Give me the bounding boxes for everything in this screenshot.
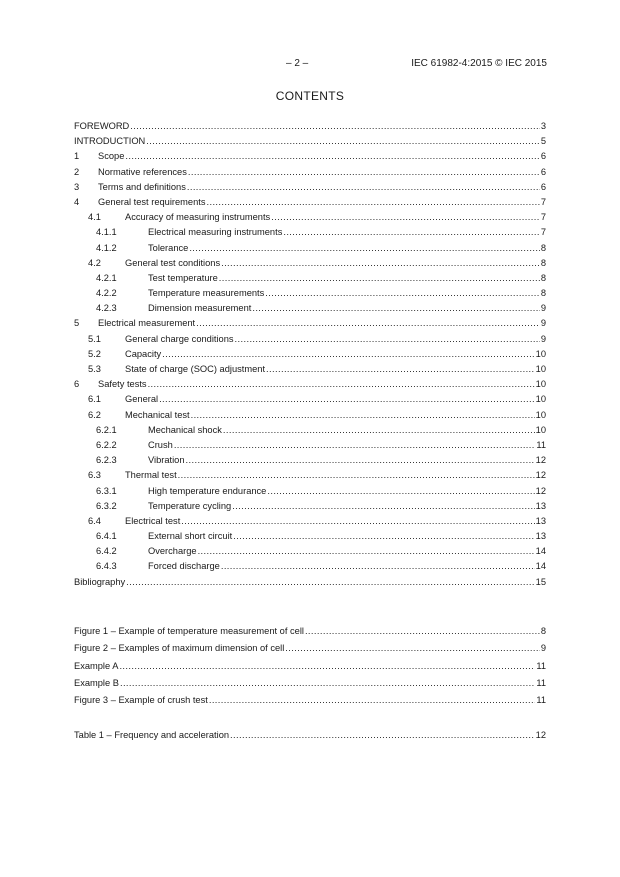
toc-entry-page: 9 <box>540 333 546 344</box>
toc-entry-number: 6.2.3 <box>96 455 117 466</box>
toc-entry-title: Example B <box>74 677 119 688</box>
toc-entry-page: 13 <box>535 531 546 542</box>
toc-entry[interactable] <box>74 167 546 182</box>
toc-entry-title: Electrical measurement <box>98 318 196 329</box>
toc-entry-number: 4.1.1 <box>96 227 117 238</box>
toc-entry-title: Safety tests <box>98 379 147 390</box>
toc-entry-page: 12 <box>535 485 546 496</box>
toc-entry-title: General <box>125 394 159 405</box>
toc-entry-title: Temperature cycling <box>148 500 232 511</box>
toc-entry-page: 11 <box>536 677 546 688</box>
toc-entry-title: Terms and definitions <box>98 181 186 192</box>
toc-entry-number: 6.3.1 <box>96 485 117 496</box>
toc-entry[interactable] <box>74 577 546 592</box>
toc-entry-number: 6.1 <box>88 394 101 405</box>
toc-entry-page: 13 <box>535 515 546 526</box>
dot-leader <box>267 486 534 496</box>
toc-entry[interactable] <box>74 730 546 747</box>
toc-entry-number: 4.2.3 <box>96 303 117 314</box>
toc-entry-page: 10 <box>535 364 546 374</box>
toc-entry-page: 14 <box>535 561 546 572</box>
dot-leader <box>209 695 536 705</box>
toc-entry-page: 7 <box>540 212 546 223</box>
toc-entry[interactable] <box>74 440 546 455</box>
toc-entry[interactable] <box>74 455 546 470</box>
toc-entry-title: Dimension measurement <box>148 303 252 314</box>
toc-entry[interactable] <box>74 349 546 364</box>
toc-entry-title: Vibration <box>148 455 185 466</box>
dot-leader <box>198 546 535 556</box>
toc-entry[interactable] <box>74 303 546 318</box>
list-of-tables <box>74 730 546 747</box>
toc-entry-page: 5 <box>540 136 546 147</box>
dot-leader <box>265 288 540 298</box>
toc-entry-title: Capacity <box>125 348 162 359</box>
toc-entry-page: 10 <box>535 348 546 359</box>
dot-leader <box>221 258 540 268</box>
toc-entry-title: General test conditions <box>125 257 221 268</box>
toc-entry-title: Test temperature <box>148 272 218 283</box>
list-of-figures <box>74 626 546 712</box>
toc-entry-title: Electrical measuring instruments <box>148 227 283 238</box>
toc-entry-number: 4 <box>74 196 80 207</box>
dot-leader <box>271 212 540 222</box>
toc-entry-page: 7 <box>540 196 546 207</box>
toc-entry-page: 9 <box>540 318 546 329</box>
dot-leader <box>120 678 535 688</box>
toc-entry-title: Figure 3 – Example of crush test <box>74 695 208 706</box>
toc-entry-title: Electrical test <box>125 515 181 526</box>
toc-entry-page: 11 <box>536 660 546 671</box>
toc-entry-number: 4.1 <box>88 212 101 223</box>
toc-entry[interactable] <box>74 470 546 485</box>
dot-leader <box>223 425 535 435</box>
toc-entry-page: 3 <box>540 121 546 131</box>
toc-entry[interactable] <box>74 516 546 531</box>
toc-entry-number: 6.3 <box>88 470 101 481</box>
dot-leader <box>174 440 536 450</box>
page-title: CONTENTS <box>275 89 345 103</box>
toc-entry[interactable] <box>74 661 546 678</box>
toc-entry[interactable] <box>74 695 546 712</box>
toc-entry-page: 9 <box>540 303 546 314</box>
toc-entry-title: Bibliography <box>74 576 126 587</box>
toc-entry-number: 6.3.2 <box>96 500 117 511</box>
dot-leader <box>119 661 535 671</box>
toc-entry[interactable] <box>74 197 546 212</box>
toc-entry-title: Figure 2 – Examples of maximum dimension of cell <box>74 643 285 654</box>
toc-entry-number: 5.3 <box>88 364 101 374</box>
dot-leader <box>266 364 535 374</box>
dot-leader <box>146 136 540 146</box>
toc-entry-number: 6.4.1 <box>96 531 117 542</box>
toc-entry-title: Temperature measurements <box>148 288 265 299</box>
dot-leader <box>186 455 535 465</box>
toc-entry[interactable] <box>74 546 546 561</box>
toc-entry-number: 6.4.2 <box>96 546 117 557</box>
dot-leader <box>178 470 535 480</box>
toc-entry-title: FOREWORD <box>74 121 130 131</box>
toc-entry-number: 6.2.1 <box>96 424 117 435</box>
toc-entry[interactable] <box>74 643 546 660</box>
toc-entry-page: 11 <box>536 439 546 450</box>
toc-entry-number: 1 <box>74 151 80 162</box>
document-reference: IEC 61982-4:2015 © IEC 2015 <box>411 58 547 69</box>
toc-entry-title: Accuracy of measuring instruments <box>125 212 271 223</box>
toc-entry-number: 4.1.2 <box>96 242 117 253</box>
dot-leader <box>252 303 539 313</box>
toc-entry-title: Example A <box>74 660 119 671</box>
toc-entry-page: 6 <box>540 181 546 192</box>
toc-entry-page: 11 <box>536 695 546 706</box>
dot-leader <box>188 167 540 177</box>
dot-leader <box>283 227 539 237</box>
toc-entry-page: 8 <box>540 257 546 268</box>
toc-entry-number: 5.2 <box>88 348 101 359</box>
toc-entry-page: 12 <box>535 730 546 740</box>
table-of-contents <box>74 121 546 592</box>
toc-entry-title: General charge conditions <box>125 333 234 344</box>
toc-entry-number: 3 <box>74 181 80 192</box>
toc-entry-title: Table 1 – Frequency and acceleration <box>74 730 230 740</box>
toc-entry-page: 10 <box>535 394 546 405</box>
toc-entry-page: 8 <box>540 272 546 283</box>
dot-leader <box>181 516 534 526</box>
dot-leader <box>233 531 534 541</box>
toc-entry[interactable] <box>74 486 546 501</box>
toc-entry[interactable] <box>74 678 546 695</box>
toc-entry[interactable] <box>74 273 546 288</box>
dot-leader <box>125 151 539 161</box>
toc-entry[interactable] <box>74 243 546 258</box>
toc-entry-title: Scope <box>98 151 125 162</box>
toc-entry[interactable] <box>74 531 546 546</box>
toc-entry-number: 6.4 <box>88 515 101 526</box>
toc-entry-page: 13 <box>535 500 546 511</box>
toc-entry-page: 10 <box>535 379 546 390</box>
toc-entry-page: 14 <box>535 546 546 557</box>
toc-entry-number: 5.1 <box>88 333 101 344</box>
toc-entry[interactable] <box>74 626 546 643</box>
toc-entry[interactable] <box>74 318 546 333</box>
toc-entry-page: 12 <box>535 455 546 466</box>
toc-entry-title: Normative references <box>98 166 187 177</box>
dot-leader <box>126 577 534 587</box>
toc-entry-number: 4.2.2 <box>96 288 117 299</box>
toc-entry[interactable] <box>74 379 546 394</box>
dot-leader <box>206 197 539 207</box>
dot-leader <box>148 379 535 389</box>
toc-entry[interactable] <box>74 364 546 379</box>
toc-entry-title: Overcharge <box>148 546 197 557</box>
toc-entry-number: 4.2 <box>88 257 101 268</box>
toc-entry-number: 6.4.3 <box>96 561 117 572</box>
toc-entry[interactable] <box>74 501 546 516</box>
toc-entry-number: 5 <box>74 318 80 329</box>
dot-leader <box>235 334 540 344</box>
toc-entry-page: 6 <box>540 151 546 162</box>
toc-entry-title: External short circuit <box>148 531 233 542</box>
dot-leader <box>219 273 540 283</box>
dot-leader <box>130 121 540 131</box>
toc-entry[interactable] <box>74 561 546 576</box>
toc-entry-page: 12 <box>535 470 546 481</box>
toc-entry-page: 10 <box>535 424 546 435</box>
toc-entry[interactable] <box>74 410 546 425</box>
toc-entry-page: 8 <box>540 242 546 253</box>
toc-entry[interactable] <box>74 151 546 166</box>
dot-leader <box>162 349 534 359</box>
toc-entry-title: INTRODUCTION <box>74 136 146 147</box>
toc-entry-number: 2 <box>74 166 80 177</box>
toc-entry-title: Crush <box>148 439 173 450</box>
toc-entry-title: Figure 1 – Example of temperature measurement of cell <box>74 626 304 636</box>
toc-entry-page: 6 <box>540 166 546 177</box>
toc-entry-number: 6 <box>74 379 80 390</box>
dot-leader <box>221 561 535 571</box>
page-header <box>0 58 620 72</box>
toc-entry-number: 6.2 <box>88 409 101 420</box>
page-number: – 2 – <box>286 58 309 69</box>
toc-entry-title: High temperature endurance <box>148 485 267 496</box>
toc-entry-page: 8 <box>540 288 546 299</box>
toc-entry[interactable] <box>74 212 546 227</box>
toc-entry-number: 4.2.1 <box>96 272 117 283</box>
toc-entry-title: Mechanical shock <box>148 424 222 435</box>
toc-entry[interactable] <box>74 288 546 303</box>
dot-leader <box>305 626 540 636</box>
toc-entry-page: 9 <box>540 643 546 654</box>
toc-entry-title: Forced discharge <box>148 561 220 572</box>
toc-entry-page: 10 <box>535 409 546 420</box>
toc-entry[interactable] <box>74 227 546 242</box>
dot-leader <box>196 318 540 328</box>
toc-entry-title: Thermal test <box>125 470 177 481</box>
toc-entry-page: 15 <box>535 576 546 587</box>
dot-leader <box>191 410 535 420</box>
dot-leader <box>159 394 535 404</box>
dot-leader <box>230 730 535 740</box>
toc-entry[interactable] <box>74 394 546 409</box>
toc-entry-number: 6.2.2 <box>96 439 117 450</box>
toc-entry[interactable] <box>74 136 546 151</box>
toc-entry-title: State of charge (SOC) adjustment <box>125 364 266 374</box>
toc-entry[interactable] <box>74 182 546 197</box>
toc-entry[interactable] <box>74 121 546 136</box>
toc-entry[interactable] <box>74 334 546 349</box>
toc-entry[interactable] <box>74 258 546 273</box>
dot-leader <box>232 501 534 511</box>
toc-entry-title: Mechanical test <box>125 409 190 420</box>
toc-entry-title: Tolerance <box>148 242 189 253</box>
toc-entry-page: 8 <box>540 626 546 636</box>
dot-leader <box>285 643 540 653</box>
toc-entry-page: 7 <box>540 227 546 238</box>
dot-leader <box>187 182 540 192</box>
toc-entry[interactable] <box>74 425 546 440</box>
dot-leader <box>189 243 540 253</box>
toc-entry-title: General test requirements <box>98 196 206 207</box>
